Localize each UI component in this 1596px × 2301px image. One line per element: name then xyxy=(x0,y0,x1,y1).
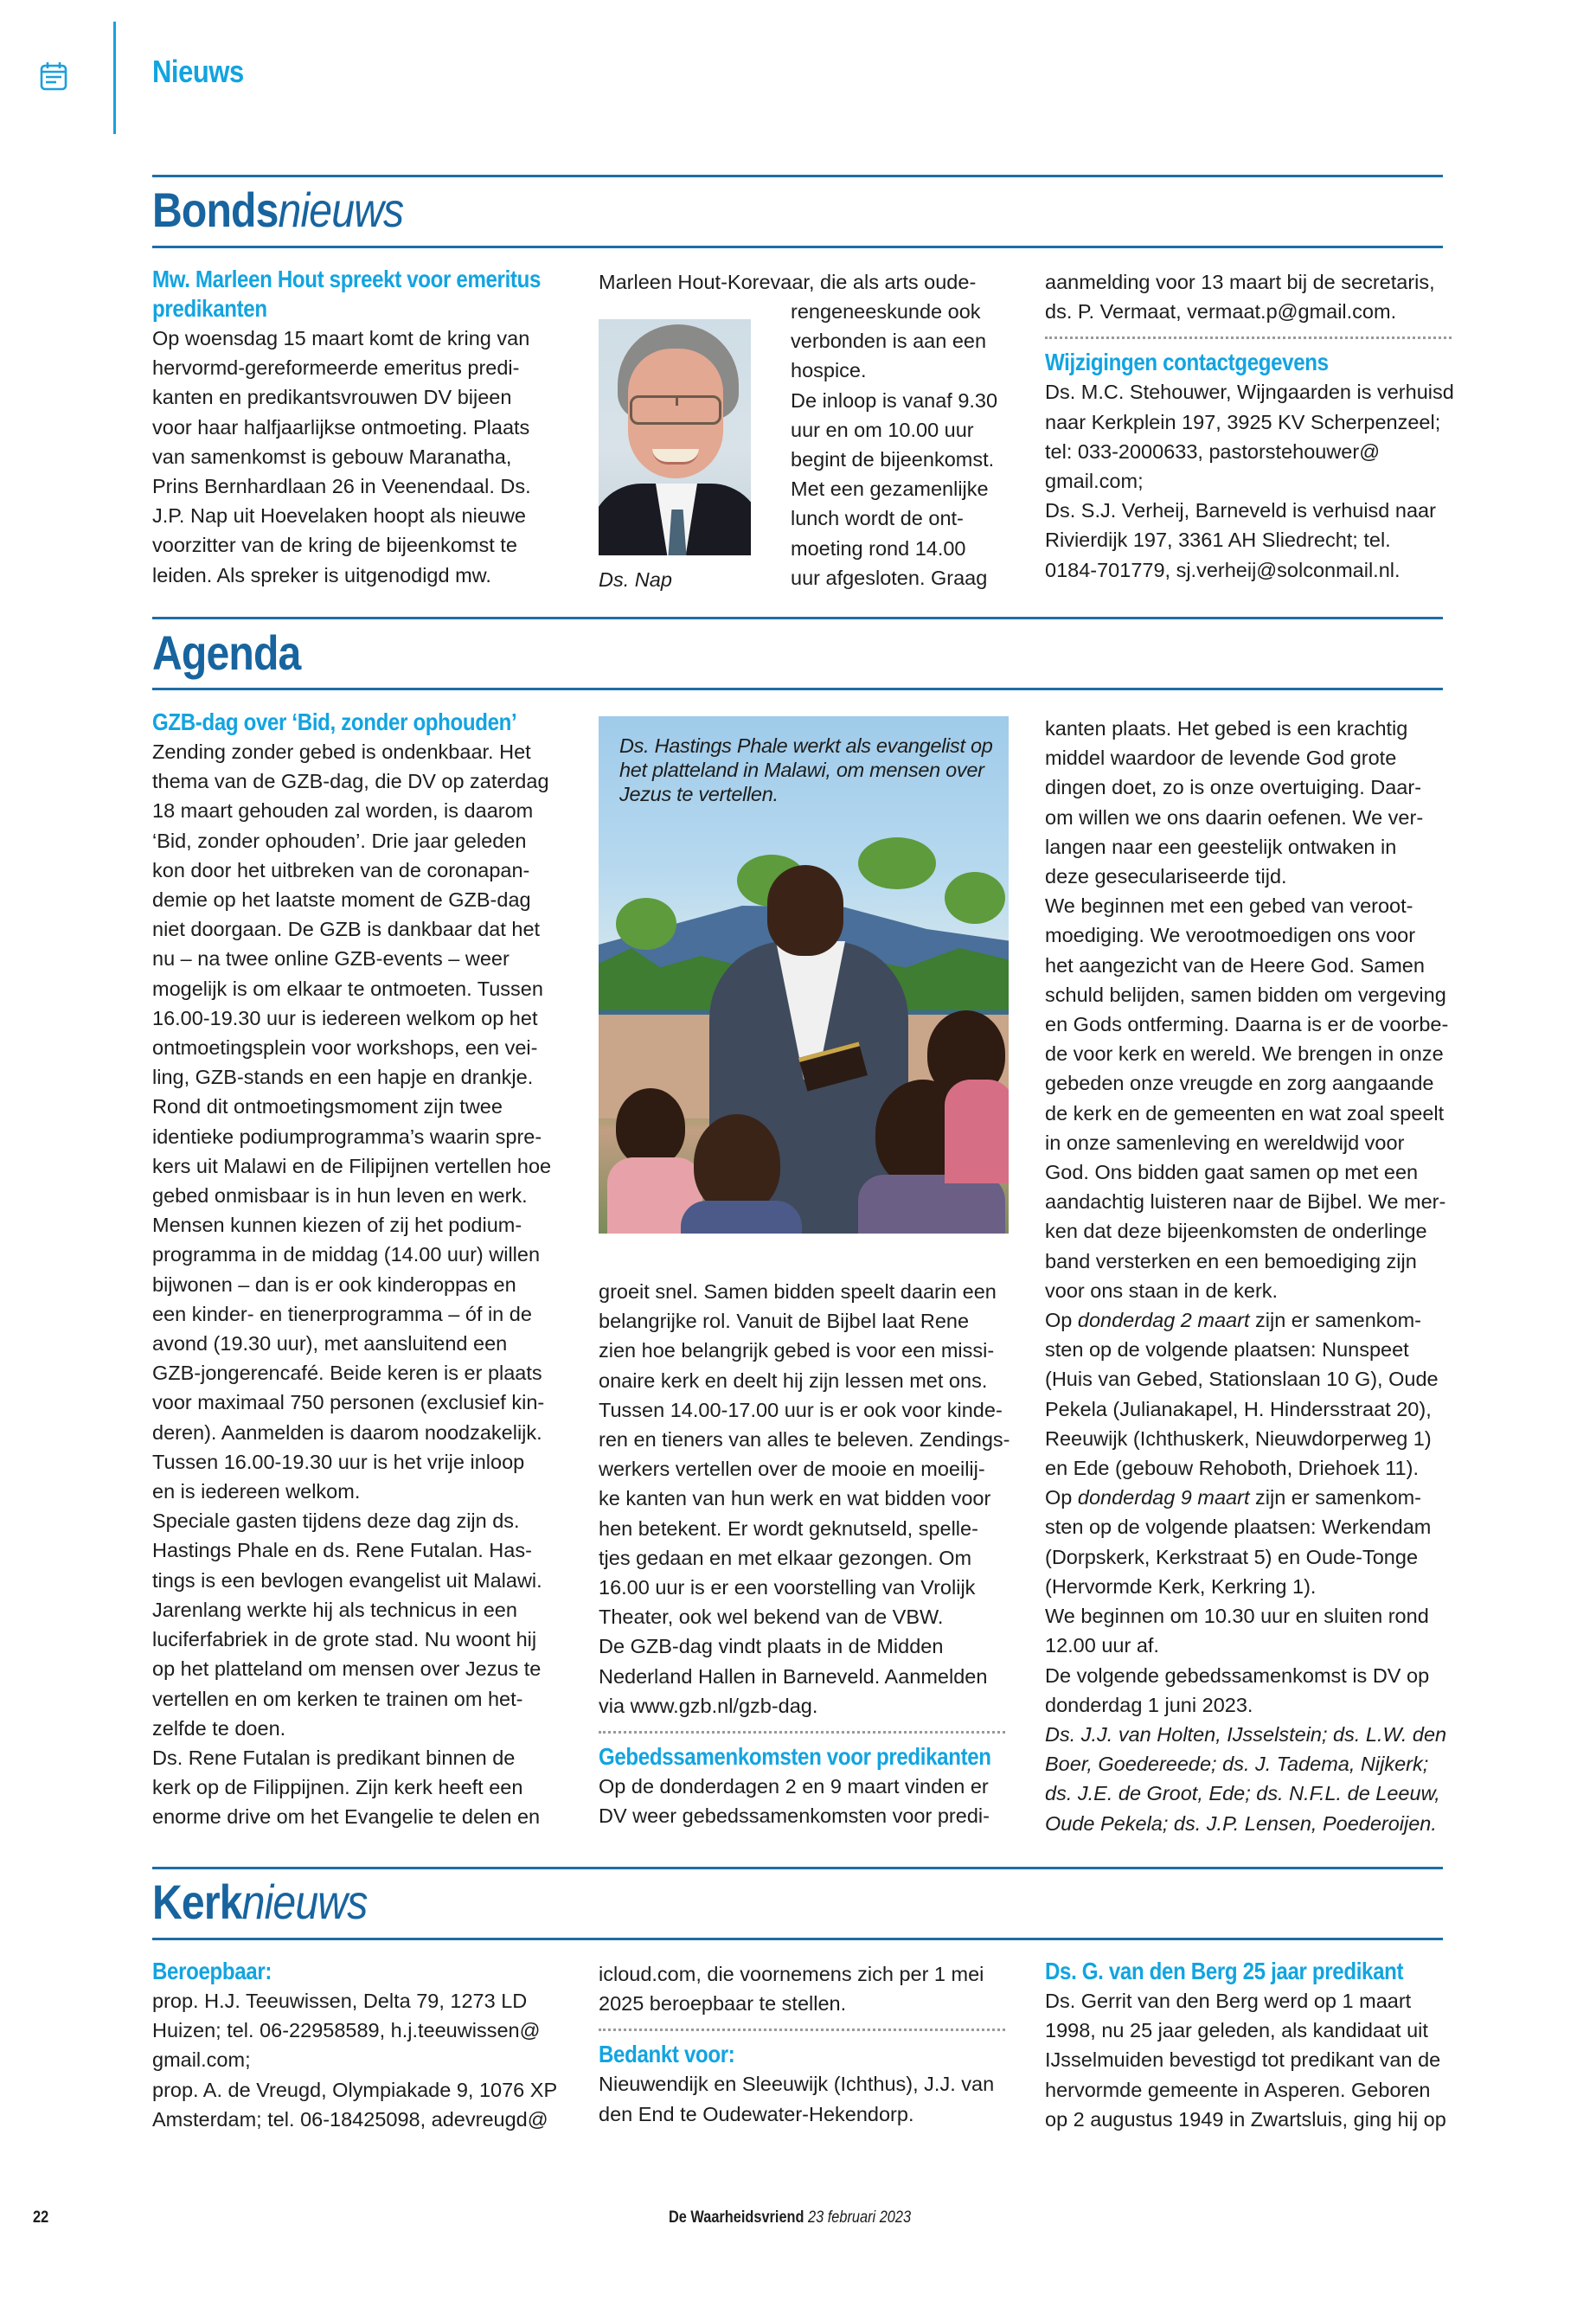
text-line: Op donderdag 9 maart zijn er samenkom- xyxy=(1045,1486,1421,1509)
text-line: Op de donderdagen 2 en 9 maart vinden er xyxy=(599,1775,989,1798)
text-line: ontmoetingsplein voor workshops, een vei- xyxy=(152,1036,538,1060)
text-line: hervormd-gereformeerde emeritus predi- xyxy=(152,356,520,380)
section-rule-bottom xyxy=(152,1938,1443,1940)
text-line: op het platteland om mensen over Jezus te xyxy=(152,1657,542,1681)
signature-line: Oude Pekela; ds. J.P. Lensen, Poederoijen. xyxy=(1045,1811,1437,1835)
section-rule-top xyxy=(152,617,1443,619)
text-line: dingen doet, zo is onze overtuiging. Daar- xyxy=(1045,776,1422,799)
text-line: uur en om 10.00 uur xyxy=(791,418,974,441)
text-line: programma in de middag (14.00 uur) willen xyxy=(152,1243,541,1266)
text-line: ling, GZB-stands en een hapje en drankje. xyxy=(152,1066,534,1089)
kerknieuws-title: Kerknieuws xyxy=(152,1875,368,1929)
article-heading: Ds. G. van den Berg 25 jaar predikant xyxy=(1045,1958,1404,1984)
text-line: vertellen en om kerken te trainen om het- xyxy=(152,1687,523,1710)
agenda-title: Agenda xyxy=(152,625,301,680)
text-line: verbonden is aan een xyxy=(791,330,987,353)
bondsnieuws-col2-wrap xyxy=(791,297,1016,593)
text-line: moediging. We verootmoedigen ons voor xyxy=(1045,924,1416,947)
photo-caption: Ds. Hastings Phale werkt als evangelist op het platteland in Malawi, om mensen over Jezus te vertellen. xyxy=(619,734,993,805)
text-line: 12.00 uur af. xyxy=(1045,1634,1159,1657)
text-line: Ds. Rene Futalan is predikant binnen de xyxy=(152,1746,516,1769)
text-line: voorzitter van de kring de bijeenkomst te xyxy=(152,534,517,557)
section-rule-bottom xyxy=(152,688,1443,690)
text-line: ke kanten van hun werk en wat bidden voor xyxy=(599,1487,991,1510)
text-line: een kinder- en tienerprogramma – óf in de xyxy=(152,1302,532,1325)
text-line: rengeneeskunde ook xyxy=(791,300,981,323)
text-line: naar Kerkplein 197, 3925 KV Scherpenzeel; xyxy=(1045,410,1441,433)
text-line: band versterken en een bemoediging zijn xyxy=(1045,1249,1417,1272)
text-line: Zending zonder gebed is ondenkbaar. Het xyxy=(152,740,531,763)
agenda-col1 xyxy=(152,708,559,1832)
text-line: leiden. Als spreker is uitgenodigd mw. xyxy=(152,563,491,586)
text-line: Theater, ook wel bekend van de VBW. xyxy=(599,1606,944,1629)
text-line: hervormde gemeente in Asperen. Geboren xyxy=(1045,2078,1431,2101)
text-line: bijwonen – dan is er ook kinderoppas en xyxy=(152,1272,516,1296)
text-line: de kerk en de gemeenten en wat zoal speelt xyxy=(1045,1101,1445,1125)
issue-date: 23 februari 2023 xyxy=(808,2208,912,2227)
page-number: 22 xyxy=(33,2208,49,2227)
text-line: kanten plaats. Het gebed is een krachtig xyxy=(1045,717,1408,740)
dotted-divider xyxy=(599,2029,1005,2031)
section-rule-bottom xyxy=(152,246,1443,248)
section-rule-top xyxy=(152,175,1443,177)
bondsnieuws-col1 xyxy=(152,265,559,590)
text-line: prop. H.J. Teeuwissen, Delta 79, 1273 LD xyxy=(152,1990,528,2012)
photo-ds-nap xyxy=(599,319,751,555)
calendar-icon xyxy=(40,61,67,92)
text-line: hen betekent. Er wordt geknutseld, spelle- xyxy=(599,1516,978,1540)
text-line: (Huis van Gebed, Stationslaan 10 G), Oude xyxy=(1045,1368,1439,1391)
text-line: Reeuwijk (Ichthuskerk, Nieuwdorperweg 1) xyxy=(1045,1426,1432,1450)
text-line: in onze samenleving en wereldwijd voor xyxy=(1045,1131,1405,1154)
text-line: Pekela (Julianakapel, H. Hindersstraat 20), xyxy=(1045,1397,1432,1420)
agenda-col3 xyxy=(1045,714,1452,1838)
text-line: onaire kerk en deelt hij zijn lessen met ons. xyxy=(599,1368,988,1392)
article-heading: Bedankt voor: xyxy=(599,2041,735,2068)
text-line: zien hoe belangrijk gebed is voor een missi- xyxy=(599,1339,995,1362)
section-rule-top xyxy=(152,1867,1443,1869)
text-line: Op donderdag 2 maart zijn er samenkom- xyxy=(1045,1309,1421,1332)
text-line: en Ede (gebouw Rehoboth, Driehoek 11). xyxy=(1045,1457,1419,1480)
kerknieuws-col3 xyxy=(1045,1957,1452,2134)
kerknieuws-col2 xyxy=(599,1959,1005,2129)
text-line: gebed onmisbaar is in hun leven en werk. xyxy=(152,1184,528,1208)
text-line: deze geseculariseerde tijd. xyxy=(1045,865,1287,888)
text-line: mogelijk is om elkaar te ontmoeten. Tussen xyxy=(152,977,543,1000)
text-line: uur afgesloten. Graag xyxy=(791,566,988,589)
text-line: prop. A. de Vreugd, Olympiakade 9, 1076 XP xyxy=(152,2078,558,2101)
text-line: van samenkomst is gebouw Maranatha, xyxy=(152,445,512,468)
text-line: kon door het uitbreken van de coronapan- xyxy=(152,858,530,881)
text-line: thema van de GZB-dag, die DV op zaterdag xyxy=(152,770,549,793)
text-line: Ds. S.J. Verheij, Barneveld is verhuisd naar xyxy=(1045,499,1436,522)
photo-hastings-phale xyxy=(599,716,1009,1234)
text-line: tel: 033-2000633, pastorstehouwer@ xyxy=(1045,439,1381,463)
text-line: deren). Aanmelden is daarom noodzakelijk. xyxy=(152,1420,542,1444)
text-line: 0184-701779, sj.verheij@solconmail.nl. xyxy=(1045,558,1401,581)
section-label: Nieuws xyxy=(152,54,244,89)
text-line: Prins Bernhardlaan 26 in Veenendaal. Ds. xyxy=(152,475,531,498)
dotted-divider xyxy=(1045,336,1452,339)
agenda-col2 xyxy=(599,1277,1010,1830)
text-line: demie op het laatste moment de GZB-dag xyxy=(152,888,531,912)
text-line: GZB-jongerencafé. Beide keren is er plaats xyxy=(152,1362,542,1385)
text-line: Marleen Hout-Korevaar, die als arts oude- xyxy=(599,271,977,293)
text-line: niet doorgaan. De GZB is dankbaar dat het xyxy=(152,918,541,941)
text-line: ‘Bid, zonder ophouden’. Drie jaar geleden xyxy=(152,829,527,852)
text-line: Hastings Phale en ds. Rene Futalan. Has- xyxy=(152,1539,532,1562)
text-line: J.P. Nap uit Hoevelaken hoopt als nieuwe xyxy=(152,504,526,528)
text-line: Rivierdijk 197, 3361 AH Sliedrecht; tel. xyxy=(1045,529,1391,552)
text-line: Mensen kunnen kiezen of zij het podium- xyxy=(152,1214,522,1237)
text-line: Amsterdam; tel. 06-18425098, adevreugd@ xyxy=(152,2107,548,2131)
text-line: via www.gzb.nl/gzb-dag. xyxy=(599,1694,818,1717)
text-line: Speciale gasten tijdens deze dag zijn ds. xyxy=(152,1509,520,1533)
bondsnieuws-col3 xyxy=(1045,267,1452,585)
text-line: ren en tieners van alles te beleven. Zendings- xyxy=(599,1428,1010,1452)
signature-line: Ds. J.J. van Holten, IJsselstein; ds. L.W. den xyxy=(1045,1722,1447,1746)
kerknieuws-col1 xyxy=(152,1957,559,2134)
text-line: Met een gezamenlijke xyxy=(791,478,989,501)
text-line: 2025 beroepbaar te stellen. xyxy=(599,1992,847,2016)
date-emphasis: donderdag 9 maart xyxy=(1077,1486,1250,1509)
signature-line: Boer, Goedereede; ds. J. Tadema, Nijkerk; xyxy=(1045,1753,1429,1776)
text-line: De volgende gebedssamenkomst is DV op xyxy=(1045,1663,1430,1687)
text-line: luciferfabriek in de grote stad. Nu woont hij xyxy=(152,1628,537,1651)
text-line: voor maximaal 750 personen (exclusief kin- xyxy=(152,1391,545,1414)
footer-publication: De Waarheidsvriend 23 februari 2023 xyxy=(669,2208,912,2227)
date-emphasis: donderdag 2 maart xyxy=(1077,1309,1250,1332)
text-line: voor ons staan in de kerk. xyxy=(1045,1279,1279,1302)
text-line: tjes gedaan en met elkaar gezongen. Om xyxy=(599,1546,972,1569)
text-line: DV weer gebedssamenkomsten voor predi- xyxy=(599,1804,990,1828)
text-line: We beginnen met een gebed van veroot- xyxy=(1045,894,1413,918)
text-line: nu – na twee online GZB-events – weer xyxy=(152,947,510,971)
text-line: icloud.com, die voornemens zich per 1 mei xyxy=(599,1963,984,1985)
signature-line: ds. J.E. de Groot, Ede; ds. N.F.L. de Leeuw, xyxy=(1045,1782,1440,1805)
text-line: op 2 augustus 1949 in Zwartsluis, ging hij op xyxy=(1045,2107,1446,2131)
bondsnieuws-title: Bondsnieuws xyxy=(152,183,404,237)
article-heading: GZB-dag over ‘Bid, zonder ophouden’ xyxy=(152,708,517,735)
photo-caption: Ds. Nap xyxy=(599,568,672,591)
text-line: en Gods ontferming. Daarna is er de voorbe- xyxy=(1045,1013,1449,1036)
article-heading: Wijzigingen contactgegevens xyxy=(1045,349,1329,376)
text-line: 18 maart gehouden zal worden, is daarom xyxy=(152,799,534,823)
text-line: en is iedereen welkom. xyxy=(152,1480,361,1503)
text-line: Nederland Hallen in Barneveld. Aanmelden xyxy=(599,1664,988,1688)
text-line: Tussen 16.00-19.30 uur is het vrije inloop xyxy=(152,1450,525,1473)
text-line: Ds. M.C. Stehouwer, Wijngaarden is verhuisd xyxy=(1045,381,1454,404)
text-line: de voor kerk en wereld. We brengen in onze xyxy=(1045,1042,1444,1066)
text-line: moeting rond 14.00 xyxy=(791,536,966,560)
text-line: Op woensdag 15 maart komt de kring van xyxy=(152,327,530,349)
text-line: God. Ons bidden gaat samen op met een xyxy=(1045,1161,1419,1184)
article-heading: Mw. Marleen Hout spreekt voor emeritus xyxy=(152,266,542,292)
text-line: ken dat deze bijeenkomsten de onderlinge xyxy=(1045,1220,1427,1243)
text-line: voor haar halfjaarlijkse ontmoeting. Plaats xyxy=(152,415,530,439)
text-line: Huizen; tel. 06-22958589, h.j.teeuwissen@ xyxy=(152,2019,541,2042)
text-line: lunch wordt de ont- xyxy=(791,507,964,530)
text-line: IJsselmuiden bevestigd tot predikant van de xyxy=(1045,2048,1441,2072)
text-line: Ds. Gerrit van den Berg werd op 1 maart xyxy=(1045,1990,1412,2012)
text-line: De inloop is vanaf 9.30 xyxy=(791,388,998,412)
text-line: kers uit Malawi en de Filipijnen vertellen hoe xyxy=(152,1154,552,1177)
text-line: kanten en predikantsvrouwen DV bijeen xyxy=(152,386,512,409)
text-line: gmail.com; xyxy=(152,2048,251,2072)
text-line: identieke podiumprogramma’s waarin spre- xyxy=(152,1125,542,1148)
text-line: Jarenlang werkte hij als technicus in een xyxy=(152,1598,517,1621)
text-line: De GZB-dag vindt plaats in de Midden xyxy=(599,1635,944,1658)
text-line: enorme drive om het Evangelie te delen en xyxy=(152,1805,541,1829)
text-line: sten op de volgende plaatsen: Werkendam xyxy=(1045,1516,1432,1539)
text-line: werkers vertellen over de mooie en moeilij- xyxy=(599,1458,985,1481)
text-line: kerk op de Filippijnen. Zijn kerk heeft een xyxy=(152,1776,523,1799)
dotted-divider xyxy=(599,1731,1005,1734)
text-line: hospice. xyxy=(791,359,867,382)
article-heading-cont: predikanten xyxy=(152,295,267,322)
text-line: 1998, nu 25 jaar geleden, als kandidaat uit xyxy=(1045,2019,1428,2042)
text-line: Tussen 14.00-17.00 uur is er ook voor kinde- xyxy=(599,1398,1003,1421)
text-line: sten op de volgende plaatsen: Nunspeet xyxy=(1045,1338,1409,1362)
text-line: belangrijke rol. Vanuit de Bijbel laat Rene xyxy=(599,1310,970,1333)
text-line: 16.00-19.30 uur is iedereen welkom op het xyxy=(152,1006,538,1029)
article-heading: Beroepbaar: xyxy=(152,1958,272,1984)
text-line: avond (19.30 uur), met aansluitend een xyxy=(152,1332,508,1356)
text-line: ds. P. Vermaat, vermaat.p@gmail.com. xyxy=(1045,300,1397,324)
text-line: langen naar een geestelijk ontwaken in xyxy=(1045,835,1397,858)
text-line: gmail.com; xyxy=(1045,470,1144,493)
article-heading: Gebedssamenkomsten voor predikanten xyxy=(599,1743,991,1771)
text-line: (Dorpskerk, Kerkstraat 5) en Oude-Tonge xyxy=(1045,1545,1419,1568)
text-line: Nieuwendijk en Sleeuwijk (Ichthus), J.J. van xyxy=(599,2073,995,2096)
text-line: gebeden onze vreugde en zorg aangaande xyxy=(1045,1072,1434,1095)
text-line: middel waardoor de levende God grote xyxy=(1045,747,1397,770)
text-line: den End te Oudewater-Hekendorp. xyxy=(599,2102,914,2125)
text-line: 16.00 uur is er een voorstelling van Vrolijk xyxy=(599,1576,976,1599)
text-line: schuld belijden, samen bidden om vergeving xyxy=(1045,983,1446,1006)
text-line: We beginnen om 10.30 uur en sluiten rond xyxy=(1045,1605,1429,1628)
text-line: het aangezicht van de Heere God. Samen xyxy=(1045,953,1425,977)
text-line: zelfde te doen. xyxy=(152,1716,286,1740)
bondsnieuws-col2-first xyxy=(599,267,1005,297)
text-line: begint de bijeenkomst. xyxy=(791,448,995,471)
text-line: donderdag 1 juni 2023. xyxy=(1045,1693,1253,1716)
header-divider xyxy=(113,22,116,134)
text-line: groeit snel. Samen bidden speelt daarin een xyxy=(599,1280,997,1303)
text-line: om willen we ons daarin oefenen. We ver- xyxy=(1045,805,1424,829)
text-line: (Hervormde Kerk, Kerkring 1). xyxy=(1045,1574,1317,1598)
text-line: aandachtig luisteren naar de Bijbel. We mer- xyxy=(1045,1190,1446,1214)
text-line: tings is een bevlogen evangelist uit Malawi. xyxy=(152,1568,542,1592)
text-line: aanmelding voor 13 maart bij de secretaris, xyxy=(1045,271,1435,293)
text-line: Rond dit ontmoetingsmoment zijn twee xyxy=(152,1095,503,1118)
